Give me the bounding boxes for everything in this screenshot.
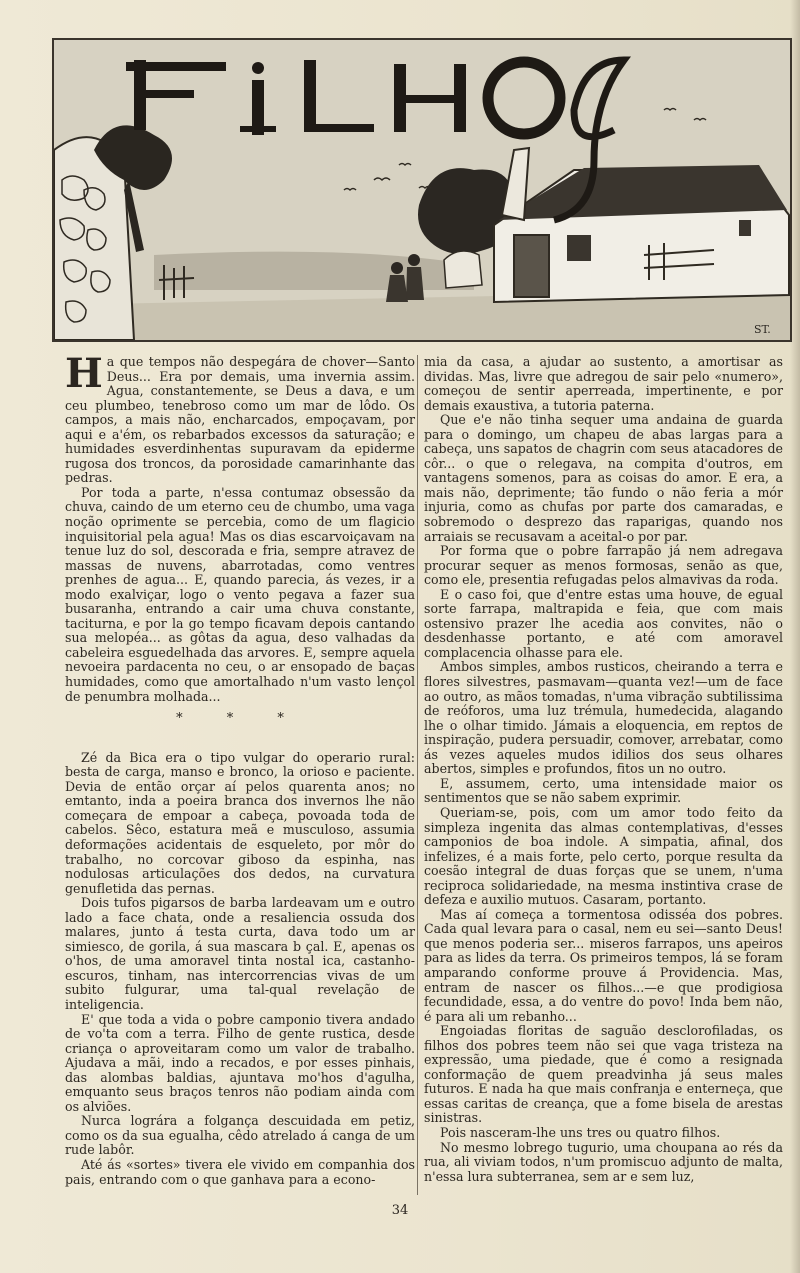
paragraph-17: Pois nasceram-lhe uns tres ou quatro filhos. — [440, 1124, 721, 1140]
paragraph-14: Queriam-se, pois, com um amor todo feito da simpleza ingenita das almas contemplativas, d'esses camponios de boa indole. A simpatia, afinal, dos infelizes, é a mais forte, pelo certo, porque resulta da coesão integral de duas forças que se unem, n'uma reciproca solidariedade, na mesma instintiva crase de defeza e auxilio mutuos. Casaram, portanto. — [424, 804, 783, 908]
paragraph-9: Que e'e não tinha sequer uma andaina de guarda para o domingo, um chapeu de abas largas para a cabeça, uns sapatos de chagrin com seus atacadores de côr... o que o relegava, na compita d'outros, em vantagens somenos, para as coisas do amor. E era, a mais não, deprimente; tão fundo o não feria a mór injuria, como as chufas por parte dos camaradas, e sobremodo o desprezo das raparigas, quando nos arraiais se recusavam a aceital-o por par. — [424, 412, 783, 544]
paragraph-5: E' que toda a vida o pobre camponio tivera andado de vo'ta com a terra. Filho de gente rustica, desde criança o aproveitaram como um valor de trabalho. Ajudava a mãi, indo a recados, e por esses pinhais, das alombas baldias, ajuntava mo'hos d'agulha, emquanto seus braços tenros não podiam ainda com os alviões. — [65, 1011, 415, 1114]
paragraph-15: Mas aí começa a tormentosa odisséa dos pobres. Cada qual levara para o casal, nem eu sei—santo Deus! que menos poderia ser... miseros farrapos, uns apeiros para as lides da terra. Os primeiros tempos, lá se foram amparando conforme prouve á Providencia. Mas, entram de nascer os filhos...—e que prodigiosa fecundidade, essa, a do ventre do povo! Inda bem não, é para ali um rebanho... — [424, 906, 783, 1024]
paragraph-3: Zé da Bica era o tipo vulgar do operario rural: besta de carga, manso e bronco, la orioso e paciente. Devia de então orçar aí pelos quarenta anos; no emtanto, inda a poeira branca dos invernos lhe não começara de empoar a cabeça, povoada toda de cabelos. Sêco, estatura meã e musculoso, assumia deformações acidentais de esqueleto, por môr do trabalho, no corcovar giboso da espinha, nas nodulosas articulações dos dedos, na curvatura genufletida das pernas. — [65, 749, 415, 896]
paragraph-1: Ha que tempos não despegára de chover—Santo Deus... Era por demais, uma invernia assim. Agua, constantemente, se Deus a dava, e um ceu plumbeo, tenebroso como um mar de lôdo. Os campos, a mais não, encharcados, empoçavam, por aqui e a'ém, os rebarbados excessos da saturação; e humidades esverdinhentas supuravam da epiderme rugosa dos troncos, da porosidade camarinhante das pedras. — [65, 350, 415, 486]
paragraph-13: E, assumem, certo, uma intensidade maior os sentimentos que se não sabem exprimir. — [424, 775, 783, 806]
paragraph-12: Ambos simples, ambos rusticos, cheirando a terra e flores silvestres, pasmavam—quanta vez!—um de face ao outro, as mãos tomadas, n'uma vibração subtilissima de reóforos, uma luz trémula, humedecida, alagando lhe o olhar timido. Jámais a eloquencia, em reptos de inspiração, pudera persuadir, comover, arrebatar, como ás vezes aqueles mudos idilios dos seus olhares abertos, simples e profundos, fitos un no outro. — [424, 659, 783, 777]
artist-signature: ST. — [754, 323, 771, 336]
page-number: 34 — [391, 1203, 409, 1218]
rural-landscape-illustration — [54, 40, 790, 340]
paragraph-11: E o caso foi, que d'entre estas uma houve, de egual sorte farrapa, maltrapida e feia, que com mais ostensivo prazer lhe acedia aos convites, não o desdenhasse portanto, e até com amoravel complacencia olhasse para ele. — [424, 586, 783, 660]
paragraph-8: mia da casa, a ajudar ao sustento, a amortisar as dividas. Mas, livre que adregou de sair pelo «numero», começou de sentir aperreada, impertinente, e por demais exaustiva, a tutoria paterna. — [424, 354, 783, 413]
dropcap: H — [65, 350, 103, 397]
paragraph-10: Por forma que o pobre farrapão já nem adregava procurar sequer as menos formosas, senão as que, como ele, presentia refugadas pelos almavivas da roda. — [424, 543, 783, 588]
paragraph-6: Nurca lográra a folgança descuidada em petiz, como os da sua egualha, cêdo atrelado á canga de um rude labôr. — [65, 1113, 415, 1158]
paragraph-2: Por toda a parte, n'essa contumaz obsessão da chuva, caindo de um eterno ceu de chumbo, uma vaga noção oprimente se percebia, como de um flagicio inquisitorial pela agua! Mas os dias escarvoiçavam na tenue luz do sol, descorada e fria, sempre atravez de massas de nuvens, abarrotadas, como ventres prenhes de agua... E, quando parecia, ás vezes, ir a modo exalviçar, logo o vento pegava a fazer sua busaranha, entrando a cair uma chuva constante, taciturna, e por la go tempo ficavam depois cantando sua melopéa... as gôtas da agua, deso valhadas da cabeleira esguedelhada das arvores. E, sempre aquela nevoeira pardacenta no ceu, o ar ensopado de baças humidades, como que amortalhado n'um vasto lençol de penumbra molhada... — [65, 484, 415, 704]
paragraph-18: No mesmo lobrego tugurio, uma choupana ao rés da rua, ali viviam todos, n'um promiscuo adjunto de malta, n'essa lura subterranea, sem ar e sem luz, — [424, 1139, 783, 1184]
paragraph-4: Dois tufos pigarsos de barba lardeavam um e outro lado a face chata, onde a resaliencia ossuda dos malares, junto á testa curta, dava todo um ar simiesco, de gorila, á sua mascara b çal. E, apenas os o'hos, de uma amoravel tinta nostal ica, castanho-escuros, tinham, nas intercorrencias vivas de um subito fulgurar, uma tal-qual revelação de inteligencia. — [65, 895, 415, 1012]
page-edge-shadow — [790, 0, 800, 1273]
paragraph-7: Até ás «sortes» tivera ele vivido em companhia dos pais, entrando com o que ganhava para a econo- — [65, 1156, 415, 1187]
paragraph-16: Engoiadas floritas de saguão desclorofiladas, os filhos dos pobres teem não sei que vaga tristeza na expressão, uma piedade, que é como a resignada conformação de quem preadvinha já seus males futuros. E nada ha que mais confranja e enterneça, que essas caritas de creança, que a fome bisela de arestas sinistras. — [424, 1023, 783, 1126]
article-left-column — [65, 350, 415, 1187]
header-illustration — [52, 38, 792, 342]
column-divider — [417, 355, 418, 1195]
section-separator: * * * — [176, 711, 304, 727]
article-right-column — [424, 355, 783, 1184]
